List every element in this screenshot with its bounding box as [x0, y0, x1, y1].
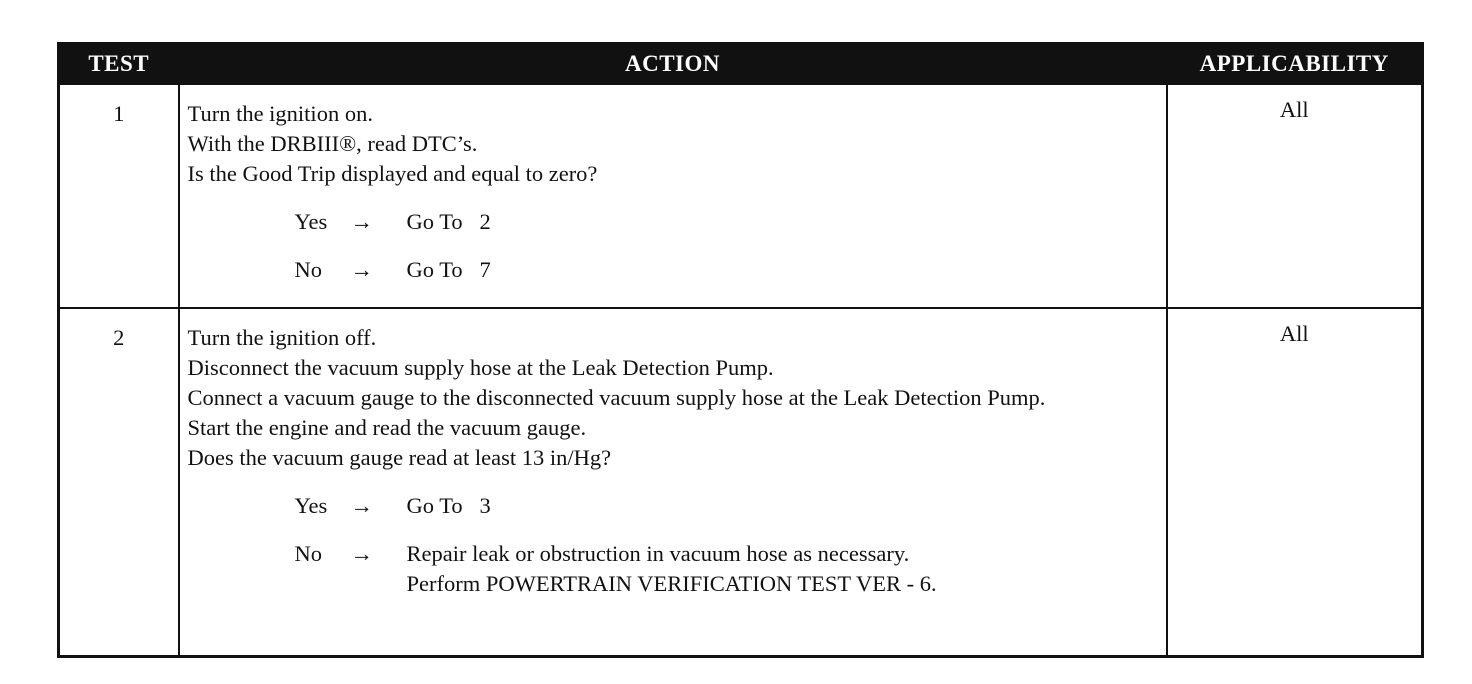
choice-result: Go To 2	[406, 209, 491, 234]
table-header-row	[59, 44, 1423, 85]
choice-answer: No	[294, 541, 322, 566]
choice-result: Repair leak or obstruction in vacuum hose as necessary. Perform POWERTRAIN VERIFICATION TEST VER - 6.	[406, 541, 937, 596]
choice-list	[188, 207, 1158, 285]
applicability-value: All	[1167, 84, 1423, 308]
action-question: Is the Good Trip displayed and equal to zero?	[187, 161, 598, 186]
action-step: Connect a vacuum gauge to the disconnected vacuum supply hose at the Leak Detection Pump.	[187, 385, 1046, 410]
choice-result: Go To 7	[406, 257, 491, 282]
table-row	[59, 84, 1423, 308]
action-step: Start the engine and read the vacuum gauge.	[187, 415, 587, 440]
choice-yes	[188, 491, 1158, 521]
arrow-right-icon: →	[350, 257, 373, 282]
choice-no	[188, 539, 1158, 599]
choice-list	[188, 491, 1158, 599]
header-applicability: APPLICABILITY	[1167, 44, 1423, 85]
table-row	[59, 308, 1423, 657]
header-action: ACTION	[179, 44, 1167, 85]
arrow-right-icon: →	[350, 541, 373, 566]
action-cell	[179, 84, 1167, 308]
diagnostic-test-table	[57, 42, 1424, 658]
choice-yes	[188, 207, 1158, 237]
arrow-right-icon: →	[350, 493, 373, 518]
choice-no	[188, 255, 1158, 285]
action-step: With the DRBIII®, read DTC’s.	[187, 131, 478, 156]
action-question: Does the vacuum gauge read at least 13 in/Hg?	[187, 445, 612, 470]
action-step: Disconnect the vacuum supply hose at the Leak Detection Pump.	[187, 355, 774, 380]
choice-result: Go To 3	[406, 493, 491, 518]
action-step: Turn the ignition off.	[187, 325, 377, 350]
header-test: TEST	[59, 44, 179, 85]
choice-answer: Yes	[294, 209, 328, 234]
arrow-right-icon: →	[350, 209, 373, 234]
applicability-value: All	[1167, 308, 1423, 657]
action-step: Turn the ignition on.	[187, 101, 373, 126]
choice-answer: No	[294, 257, 322, 282]
action-cell	[179, 308, 1167, 657]
test-number: 2	[59, 308, 179, 657]
choice-answer: Yes	[294, 493, 328, 518]
test-number: 1	[59, 84, 179, 308]
